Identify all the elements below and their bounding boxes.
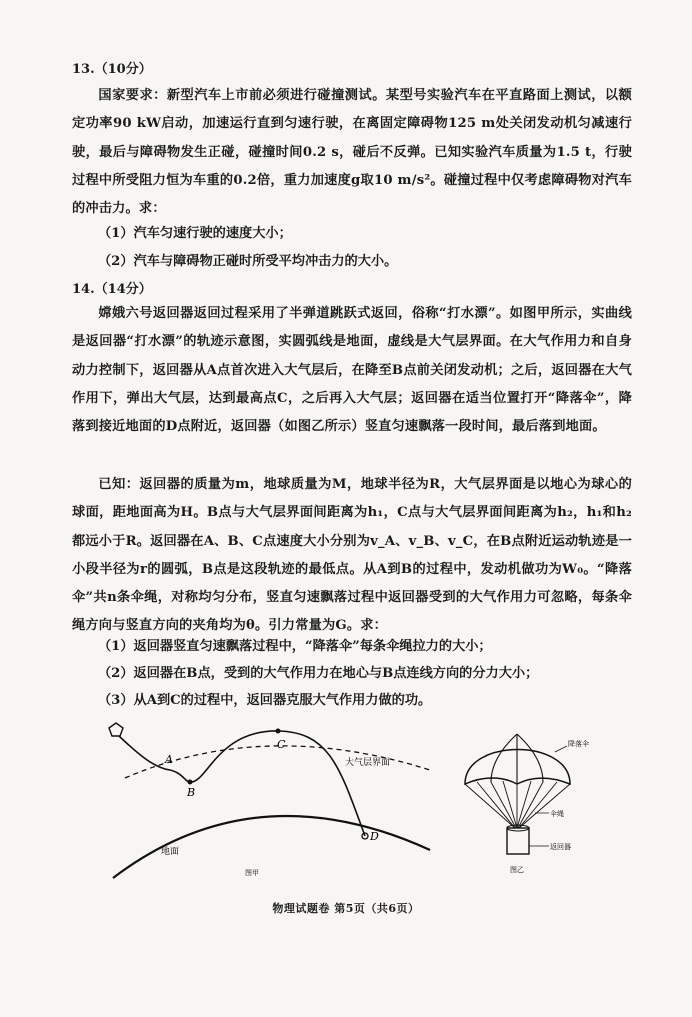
label-parachute: 降落伞	[568, 740, 589, 748]
label-atmosphere: 大气层界面	[345, 758, 391, 768]
label-ground: 地面	[161, 847, 180, 857]
parachute-ropes	[465, 781, 570, 828]
canopy-seam-right	[517, 734, 543, 782]
q14-item-2: （2）返回器在B点，受到的大气作用力在地心与B点连线方向的分力大小；	[98, 666, 539, 681]
q13-item-2: （2）汽车与障碍物正碰时所受平均冲击力的大小。	[98, 254, 398, 269]
label-d: D	[370, 830, 379, 843]
q13-heading: 13.（10分）	[72, 62, 152, 77]
caption-yi: 图乙	[510, 866, 524, 874]
q14-body-1: 嫦娥六号返回器返回过程采用了半弹道跳跃式返回，俗称“打水漂”。如图甲所示，实曲线是返回器“打水漂”的轨迹示意图，实圆弧线是地面，虚线是大气层界面。在大气作用力和自身动力控制下，返回器从A点首次进入大气层后，在降至B点前关闭发动机；之后，返回器在大气作用下，弹出大气层，达到最高点C，之后再入大气层；返回器在适当位置打开“降落伞”，降落到接近地面的D点附近，返回器（如图乙所示）竖直匀速飘落一段时间，最后落到地面。	[72, 306, 632, 435]
q14-body-2: 已知：返回器的质量为m，地球质量为M，地球半径为R，大气层界面是以地心为球心的球面，距地面高为H。B点与大气层界面间距离为h₁，C点与大气层界面间距离为h₂，h₁和h₂都远小于R。返回器在A、B、C点速度大小分别为v_A、v_B、v_C，在B点附近运动轨迹是一小段半径为r的圆弧，B点是这段轨迹的最低点。从A到B的过程中，发动机做功为W₀。“降落伞”共n条伞绳，对称均匀分布，竖直匀速飘落过程中返回器受到的大气作用力可忽略，每条伞绳方向与竖直方向的夹角均为θ。引力常量为G。求：	[72, 477, 632, 634]
label-rope: 伞绳	[550, 810, 564, 818]
page-footer: 物理试题卷 第5页（共6页）	[272, 902, 420, 915]
figure-yi-parachute	[455, 718, 625, 876]
leader-parachute	[555, 746, 567, 752]
q13-body: 国家要求：新型汽车上市前必须进行碰撞测试。某型号实验汽车在平直路面上测试，以额定功率90 kW启动，加速运行直到匀速行驶，在离固定障碍物125 m处关闭发动机匀减速行驶，最后与障碍物发生正碰，碰撞时间0.2 s，碰后不反弹。已知实验汽车质量为1.5 t，行驶过程中所受阻力恒为车重的0.2倍，重力加速度g取10 m/s²。碰撞过程中仅考虑障碍物对汽车的冲击力。求：	[72, 88, 632, 217]
label-capsule: 返回器	[550, 843, 571, 851]
figure-jia-trajectory	[95, 718, 435, 890]
canopy-seam-left	[491, 734, 517, 782]
label-c: C	[277, 738, 286, 751]
label-a: A	[165, 753, 173, 766]
point-c-dot	[276, 729, 281, 734]
q14-item-1: （1）返回器竖直匀速飘落过程中，“降落伞”每条伞绳拉力的大小；	[98, 639, 492, 654]
label-b: B	[187, 786, 196, 799]
q14-item-3: （3）从A到C的过程中，返回器克服大气作用力做的功。	[98, 693, 432, 708]
q13-item-1: （1）汽车匀速行驶的速度大小；	[98, 226, 292, 241]
return-capsule	[507, 828, 529, 854]
q14-heading: 14.（14分）	[72, 282, 152, 297]
caption-jia: 图甲	[245, 869, 259, 877]
capsule-start-marker	[109, 723, 123, 736]
point-b-dot	[188, 780, 193, 785]
